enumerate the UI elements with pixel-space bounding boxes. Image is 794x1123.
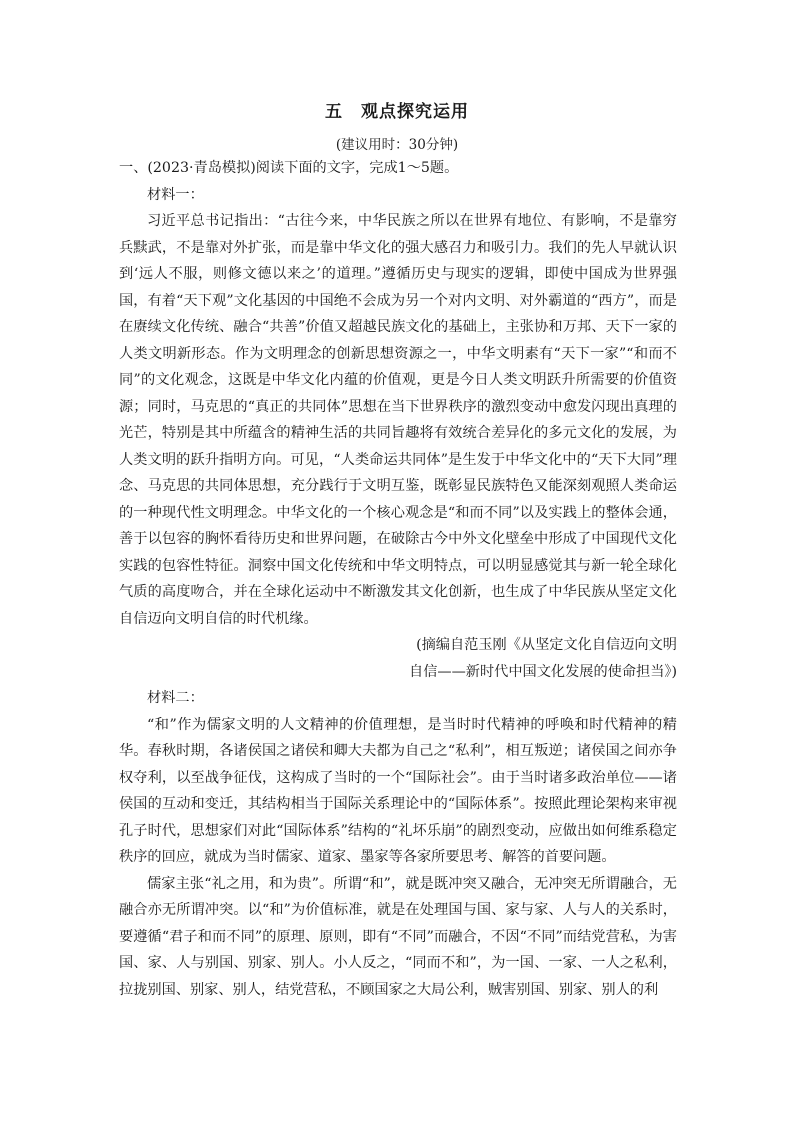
material2-label: 材料二： <box>147 690 204 706</box>
page-title: 五 观点探究运用 <box>325 102 469 122</box>
material1-source <box>119 632 677 685</box>
material2-paragraph2: 儒家主张“礼之用，和为贵”。所谓“和”，就是既冲突又融合，无冲突无所谓融合，无融合亦无所谓冲突。以“和”为价值标准，就是在处理国与国、家与家、人与人的关系时，要遵循“君子和而不同”的原理、原则，即有“不同”而融合，不因“不同”而结党营私，为害国、家、人与别国、别家、别人。小人反之，“同而不和”，为一国、一家、一人之私利，拉拢别国、别家、别人，结党营私，不顾国家之大局公利，贼害别国、别家、别人的利 <box>119 875 677 998</box>
material2-paragraph1: “和”作为儒家文明的人文精神的价值理想，是当时时代精神的呼唤和时代精神的精华。春秋时期，各诸侯国之诸侯和卿大夫都为自己之“私利”，相互叛逆；诸侯国之间亦争权夺利，以至战争征伐，这构成了当时的一个“国际社会”。由于当时诸多政治单位——诸侯国的互动和变迁，其结构相当于国际关系理论中的“国际体系”。按照此理论架构来审视孔子时代，思想家们对此“国际体系”结构的“礼坏乐崩”的剧烈变动，应做出如何维系稳定秩序的回应，就成为当时儒家、道家、墨家等各家所要思考、解答的首要问题。 <box>119 716 677 865</box>
material1-paragraph: 习近平总书记指出：“古往今来，中华民族之所以在世界有地位、有影响，不是靠穷兵黩武，不是靠对外扩张，而是靠中华文化的强大感召力和吸引力。我们的先人早就认识到‘远人不服，则修文德以来之’的道理。”遵循历史与现实的逻辑，即使中国成为世界强国，有着“天下观”文化基因的中国绝不会成为另一个对内文明、对外霸道的“西方”，而是在赓续文化传统、融合“共善”价值又超越民族文化的基础上，主张协和万邦、天下一家的人类文明新形态。作为文明理念的创新思想资源之一，中华文明素有“天下一家”“和而不同”的文化观念，这既是中华文化内蕴的价值观，更是今日人类文明跃升所需要的价值资源；同时，马克思的“真正的共同体”思想在当下世界秩序的激烈变动中愈发闪现出真理的光芒，特别是其中所蕴含的精神生活的共同旨趣将有效统合差异化的多元文化的发展，为人类文明的跃升指明方向。可见，“人类命运共同体”是生发于中华文化中的“天下大同”理念、马克思的共同体思想，充分践行于文明互鉴，既彰显民族特色又能深刻观照人类命运的一种现代性文明理念。中华文化的一个核心观念是“和而不同”以及实践上的整体会通，善于以包容的胸怀看待历史和世界问题，在破除古今中外文化壁垒中形成了中国现代文化实践的包容性特征。洞察中国文化传统和中华文明特点，可以明显感觉其与新一轮全球化气质的高度吻合，并在全球化运动中不断激发其文化创新，也生成了中华民族从坚定文化自信迈向文明自信的时代机缘。 <box>119 213 677 627</box>
document-body <box>119 155 677 1003</box>
suggested-time: (建议用时：30分钟) <box>335 137 459 153</box>
question-intro: 一、(2023·青岛模拟)阅读下面的文字，完成1～5题。 <box>119 160 459 176</box>
material1-source-line1: (摘编自范玉刚《从坚定文化自信迈向文明 <box>416 637 677 653</box>
material1-label: 材料一： <box>147 186 204 203</box>
material1-source-line2: 自信——新时代中国文化发展的使命担当》) <box>409 663 677 680</box>
